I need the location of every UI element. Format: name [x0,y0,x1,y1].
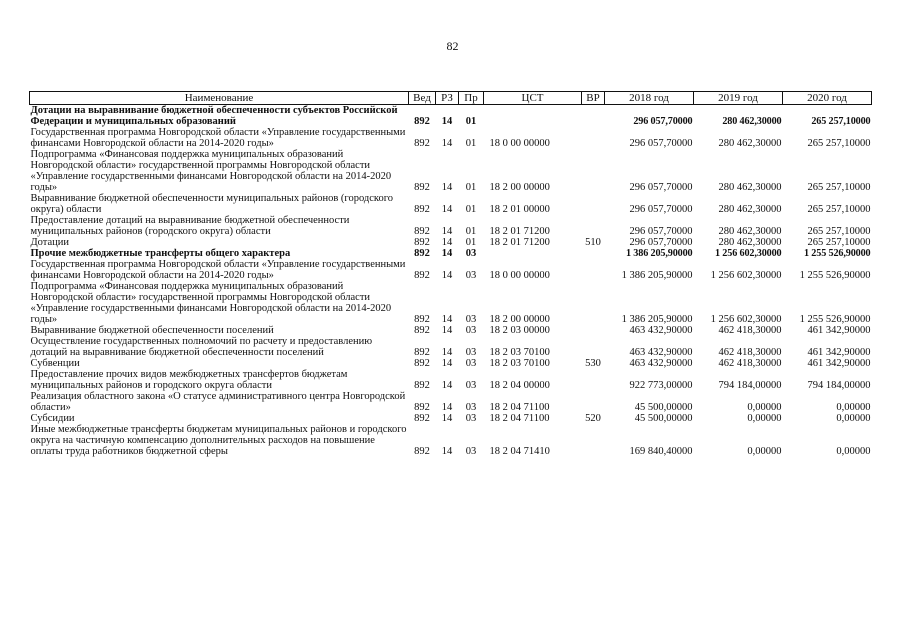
row-value-2019: 280 462,30000 [718,226,782,237]
header-cst: ЦСТ [484,92,582,105]
row-pr: 01 [465,226,477,237]
row-cst: 18 2 04 71410 [489,446,550,457]
row-pr: 03 [465,325,477,336]
row-rz: 14 [441,138,453,149]
row-vr [582,281,605,325]
table-row [30,105,872,128]
budget-table [29,91,872,457]
row-value-2019: 0,00000 [747,402,782,413]
row-value-2020: 265 257,10000 [807,226,871,237]
row-value-2019: 462 418,30000 [718,325,782,336]
table-row [30,215,872,237]
row-name: Осуществление государственных полномочий по расчету и предоставлению дотаций на выравнивание бюджетной обеспеченности поселений [30,336,373,358]
table-row [30,336,872,358]
row-cst: 18 0 00 00000 [489,138,550,149]
row-rz: 14 [441,446,453,457]
row-cst: 18 2 04 71100 [489,413,550,424]
row-value-2018: 169 840,40000 [629,446,693,457]
row-value-2019: 0,00000 [747,413,782,424]
row-rz: 14 [441,226,453,237]
row-value-2020: 0,00000 [836,402,871,413]
row-value-2018: 296 057,70000 [629,204,693,215]
row-ved: 892 [414,138,430,149]
row-ved: 892 [414,226,430,237]
row-rz: 14 [441,380,453,391]
row-ved: 892 [414,116,430,127]
row-pr: 03 [465,446,477,457]
row-rz: 14 [441,248,453,259]
row-vr [582,215,605,237]
header-name: Наименование [30,92,409,105]
row-value-2018: 296 057,70000 [633,116,693,127]
row-pr: 01 [465,138,477,149]
row-value-2020: 1 255 526,90000 [799,270,871,281]
table-row [30,281,872,325]
row-pr: 03 [465,402,477,413]
row-value-2020: 0,00000 [836,446,871,457]
table-row [30,369,872,391]
row-value-2019: 280 462,30000 [722,116,782,127]
row-value-2019: 280 462,30000 [718,138,782,149]
row-value-2019: 0,00000 [747,446,782,457]
row-ved: 892 [414,380,430,391]
row-name: Дотации [30,237,70,248]
row-rz: 14 [441,314,453,325]
row-rz: 14 [441,116,453,127]
row-value-2020: 461 342,90000 [807,358,871,369]
row-pr: 01 [465,116,477,127]
table-row [30,391,872,413]
table-row [30,149,872,193]
row-value-2018: 296 057,70000 [629,182,693,193]
header-pr: Пр [459,92,484,105]
header-vr: ВР [582,92,605,105]
row-value-2019: 462 418,30000 [718,347,782,358]
row-name: Прочие межбюджетные трансферты общего характера [30,248,291,259]
row-value-2018: 463 432,90000 [629,358,693,369]
row-ved: 892 [414,314,430,325]
table-row [30,193,872,215]
row-value-2020: 265 257,10000 [807,237,871,248]
row-rz: 14 [441,413,453,424]
row-pr: 01 [465,204,477,215]
row-name: Дотации на выравнивание бюджетной обеспеченности субъектов Российской Федерации и муниципальных образований [30,105,398,127]
row-ved: 892 [414,358,430,369]
row-cst: 18 2 01 71200 [489,226,550,237]
row-rz: 14 [441,270,453,281]
row-value-2020: 0,00000 [836,413,871,424]
row-value-2018: 45 500,00000 [634,413,693,424]
row-rz: 14 [441,325,453,336]
row-value-2020: 265 257,10000 [807,204,871,215]
page-number: 82 [446,39,459,53]
row-vr [582,193,605,215]
table-body [30,105,872,458]
row-value-2018: 296 057,70000 [629,237,693,248]
table-row [30,237,872,248]
row-value-2019: 1 256 602,30000 [710,314,782,325]
table-row [30,413,872,424]
row-value-2019: 794 184,00000 [718,380,782,391]
table-header-row [30,92,872,105]
row-value-2018: 463 432,90000 [629,325,693,336]
row-value-2018: 296 057,70000 [629,138,693,149]
row-vr [582,391,605,413]
table-row [30,358,872,369]
row-name: Субсидии [30,413,75,424]
row-cst: 18 2 00 00000 [489,182,550,193]
row-value-2018: 45 500,00000 [634,402,693,413]
row-value-2018: 1 386 205,90000 [621,314,693,325]
header-ved: Вед [409,92,436,105]
row-ved: 892 [414,325,430,336]
row-ved: 892 [414,347,430,358]
header-2019: 2019 год [694,92,783,105]
row-vr: 510 [585,237,601,248]
row-value-2019: 280 462,30000 [718,182,782,193]
row-cst: 18 2 04 71100 [489,402,550,413]
row-name: Реализация областного закона «О статусе административного центра Новгородской области» [30,391,406,413]
row-vr [582,336,605,358]
row-name: Подпрограмма «Финансовая поддержка муниципальных образований Новгородской области» государственной программы Новгородской области «Управление государственными финансами Новгородской области на 2014-2020 годы» [30,149,392,193]
row-cst: 18 0 00 00000 [489,270,550,281]
row-cst: 18 2 04 00000 [489,380,550,391]
table-row [30,248,872,259]
header-rz: РЗ [436,92,459,105]
row-cst: 18 2 03 70100 [489,358,550,369]
row-vr: 530 [585,358,601,369]
row-ved: 892 [414,204,430,215]
row-cst [484,105,582,128]
row-rz: 14 [441,358,453,369]
row-rz: 14 [441,402,453,413]
row-pr: 03 [465,380,477,391]
row-rz: 14 [441,204,453,215]
row-rz: 14 [441,237,453,248]
row-value-2019: 1 256 602,30000 [710,270,782,281]
row-name: Государственная программа Новгородской области «Управление государственными финансами Новгородской области на 2014-2020 годы» [30,259,406,281]
row-value-2018: 1 386 205,90000 [621,270,693,281]
row-vr [582,127,605,149]
row-name: Выравнивание бюджетной обеспеченности поселений [30,325,274,336]
row-ved: 892 [414,182,430,193]
row-name: Предоставление прочих видов межбюджетных трансфертов бюджетам муниципальных районов и городского округа области [30,369,348,391]
row-pr: 01 [465,237,477,248]
row-ved: 892 [414,270,430,281]
row-value-2019: 462 418,30000 [718,358,782,369]
row-pr: 03 [465,314,477,325]
row-vr: 520 [585,413,601,424]
row-value-2018: 463 432,90000 [629,347,693,358]
row-value-2020: 461 342,90000 [807,347,871,358]
row-name: Подпрограмма «Финансовая поддержка муниципальных образований Новгородской области» государственной программы Новгородской области «Управление государственными финансами Новгородской области на 2014-2020 годы» [30,281,392,325]
row-vr [582,259,605,281]
row-name: Государственная программа Новгородской области «Управление государственными финансами Новгородской области на 2014-2020 годы» [30,127,406,149]
row-rz: 14 [441,182,453,193]
row-ved: 892 [414,413,430,424]
row-cst: 18 2 01 71200 [489,237,550,248]
row-value-2018: 296 057,70000 [629,226,693,237]
row-vr [582,105,605,128]
row-cst: 18 2 03 00000 [489,325,550,336]
table-row [30,127,872,149]
row-cst: 18 2 03 70100 [489,347,550,358]
row-cst: 18 2 01 00000 [489,204,550,215]
row-vr [582,369,605,391]
row-ved: 892 [414,402,430,413]
row-value-2019: 280 462,30000 [718,204,782,215]
row-value-2019: 1 256 602,30000 [714,248,782,259]
row-value-2020: 265 257,10000 [807,182,871,193]
row-pr: 03 [465,347,477,358]
row-rz: 14 [441,347,453,358]
row-pr: 03 [465,248,477,259]
row-value-2020: 265 257,10000 [807,138,871,149]
row-name: Иные межбюджетные трансферты бюджетам муниципальных районов и городского округа на частичную компенсацию дополнительных расходов на повышение оплаты труда работников бюджетной сферы [30,424,407,457]
row-pr: 01 [465,182,477,193]
row-value-2020: 461 342,90000 [807,325,871,336]
row-name: Выравнивание бюджетной обеспеченности муниципальных районов (городского округа) области [30,193,394,215]
row-cst: 18 2 00 00000 [489,314,550,325]
row-vr [582,248,605,259]
row-vr [582,149,605,193]
header-2020: 2020 год [783,92,872,105]
row-value-2020: 1 255 526,90000 [803,248,871,259]
row-value-2018: 1 386 205,90000 [625,248,693,259]
row-value-2019: 280 462,30000 [718,237,782,248]
row-name: Субвенции [30,358,80,369]
row-vr [582,325,605,336]
row-value-2020: 1 255 526,90000 [799,314,871,325]
row-value-2018: 922 773,00000 [629,380,693,391]
table-row [30,259,872,281]
row-vr [582,424,605,457]
row-cst [484,248,582,259]
row-ved: 892 [414,248,430,259]
row-name: Предоставление дотаций на выравнивание бюджетной обеспеченности муниципальных районов (городского округа) области [30,215,350,237]
row-ved: 892 [414,446,430,457]
table-row [30,424,872,457]
row-value-2020: 265 257,10000 [811,116,871,127]
row-value-2020: 794 184,00000 [807,380,871,391]
row-pr: 03 [465,358,477,369]
row-pr: 03 [465,270,477,281]
header-2018: 2018 год [605,92,694,105]
table-row [30,325,872,336]
row-ved: 892 [414,237,430,248]
row-pr: 03 [465,413,477,424]
